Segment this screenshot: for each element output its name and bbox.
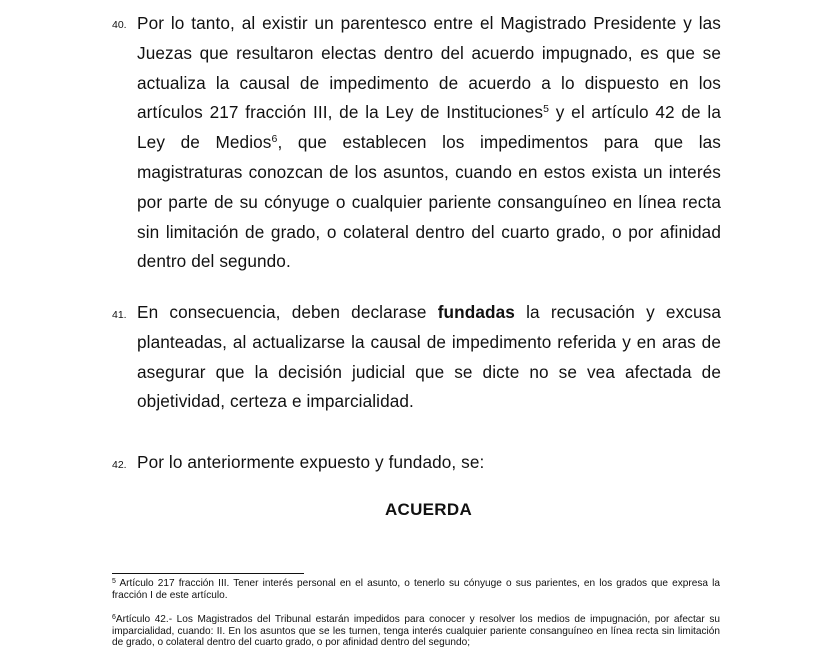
paragraph-40 (137, 9, 721, 277)
paragraph-text: Por lo tanto, al existir un parentesco entre el Magistrado Presidente y las Juezas que resultaron electas dentro del acuerdo impugnado, es que se actualiza la causal de impedimento de acuerdo a lo dispuesto en los artículos 217 fracción III, de la Ley de Instituciones (137, 13, 721, 123)
footnote-ref-6[interactable]: 6 (271, 133, 278, 146)
footnote-marker: 6 (112, 614, 116, 621)
paragraph-number: 41. (112, 309, 127, 321)
paragraph-number: 42. (112, 459, 127, 471)
footnote-5 (112, 578, 720, 601)
paragraph-text: En consecuencia, deben declarase (137, 302, 438, 322)
footnote-divider (112, 573, 304, 574)
bold-term: fundadas (437, 302, 515, 322)
paragraph-42 (137, 448, 721, 478)
section-heading: ACUERDA (384, 500, 473, 519)
footnote-6 (112, 614, 720, 649)
paragraph-text: y el artículo 42 de la Ley de Medios (137, 102, 721, 153)
footnote-marker: 5 (112, 578, 116, 585)
footnote-text: Artículo 217 fracción III. Tener interés personal en el asunto, o tenerlo su cónyuge o sus parientes, en los grados que expresa la fracción I de este artículo. (112, 578, 720, 601)
paragraph-41 (137, 298, 721, 417)
paragraph-text: , que establecen los impedimentos para que las magistraturas conozcan de los asuntos, cuando en estos exista un interés por parte de su cónyuge o cualquier pariente consanguíneo en línea recta sin limitación de grado, o colateral dentro del cuarto grado, o por afinidad dentro del segundo. (137, 132, 721, 272)
paragraph-number: 40. (112, 19, 127, 31)
footnote-ref-5[interactable]: 5 (543, 103, 550, 116)
paragraph-text: la recusación y excusa planteadas, al actualizarse la causal de impedimento referida y en aras de asegurar que la decisión judicial que se dicte no se vea afectada de objetividad, certeza e imparcialidad. (137, 302, 721, 412)
footnote-text: Artículo 42.- Los Magistrados del Tribunal estarán impedidos para conocer y resolver los medios de impugnación, por afectar su imparcialidad, cuando: II. En los asuntos que se les turnen, tenga interés cualquier pariente consanguíneo en línea recta sin limitación de grado, o colateral dentro del cuarto grado, o por afinidad dentro del segundo; (112, 614, 720, 649)
paragraph-text: Por lo anteriormente expuesto y fundado, se: (137, 452, 485, 472)
